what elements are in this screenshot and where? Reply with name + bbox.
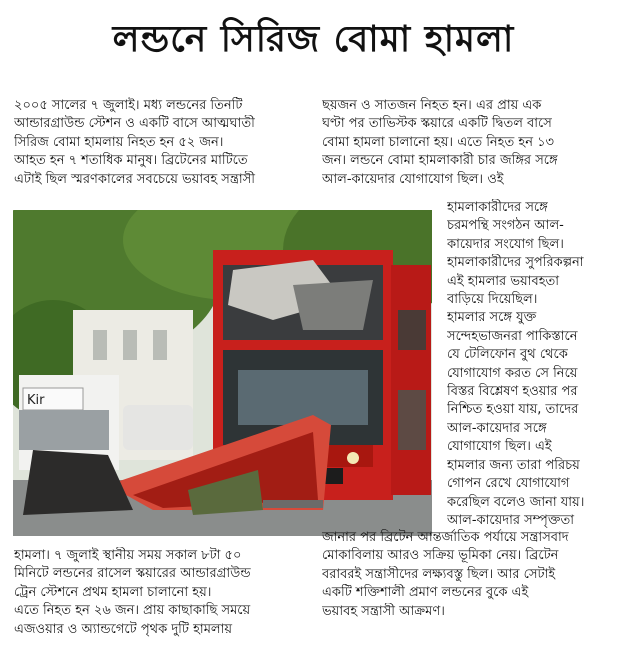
article-column-left-bottom [14,547,310,639]
text-line: নিশ্চিত হওয়া যায়, তাদের [447,402,579,418]
text-line: বোমা হামলা চালানো হয়। এতে নিহত হন ১৩ [322,134,555,150]
page-title: লন্ডনে সিরিজ বোমা হামলা [112,19,515,60]
text-line: এতে নিহত হন ২৬ জন। প্রায় কাছাকাছি সময়ে [14,603,251,619]
text-line: আল-কায়েদার সম্পৃক্ততা [447,512,574,528]
text-line: যোগাযোগ ছিল। এই [447,439,552,455]
text-line: আন্ডারগ্রাউন্ড স্টেশন ও একটি বাসে আত্মঘাতী [14,116,255,132]
text-line: এটাই ছিল স্মরণকালের সবচেয়ে ভয়াবহ সন্ত্রাসী [14,171,255,187]
text-line: আল-কায়েদার যোগাযোগ ছিল। ওই [322,171,504,187]
article-column-wrap [447,199,623,530]
text-line: বিস্তর বিশ্লেষণ হওয়ার পর [447,384,578,400]
text-line: জন। লন্ডনে বোমা হামলাকারী চার জঙ্গির সঙ্গে [322,153,558,169]
text-line: জানার পর ব্রিটেন আন্তর্জাতিক পর্যায়ে সন্ত্রাসবাদ [322,530,569,545]
text-line: একটি শক্তিশালী প্রমাণ লন্ডনের বুকে এই [322,585,529,601]
text-line: করেছিল বলেও জানা যায়। [447,494,585,510]
text-line: এজওয়ার ও অ্যান্ডগেটে পৃথক দুটি হামলায় [14,621,233,637]
text-line: যে টেলিফোন বুথ থেকে [447,347,568,363]
text-line: ট্রেন স্টেশনে প্রথম হামলা চালানো হয়। [14,584,212,600]
photo-illustration [13,210,432,536]
text-line: কায়েদার সংযোগ ছিল। [447,236,564,252]
text-line: বাড়িয়ে দিয়েছিল। [447,292,538,308]
text-line: ২০০৫ সালের ৭ জুলাই। মধ্য লন্ডনের তিনটি [14,98,243,113]
text-line: গোপন রেখে যোগাযোগ [447,476,570,492]
text-line: মোকাবিলায় আরও সক্রিয় ভূমিকা নেয়। ব্রিটেন [322,548,559,564]
text-line: বরাবরই সন্ত্রাসীদের লক্ষ্যবস্তু ছিল। আর সেটাই [322,566,556,582]
article-column-right-top [322,97,618,189]
text-line: হামলার জন্য তারা পরিচয় [447,457,580,473]
text-line: এই হামলার ভয়াবহতা [447,273,560,289]
van-sign: Kir [27,393,45,408]
text-line: ঘণ্টা পর তাভিস্টক স্কয়ারে একটি দ্বিতল বাসে [322,116,552,132]
text-line: ভয়াবহ সন্ত্রাসী আক্রমণ। [322,603,445,619]
bus-bombing-photo [13,210,432,536]
text-line: আল-কায়েদার সঙ্গে [447,420,547,436]
text-line: হামলাকারীদের সুপরিকল্পনা [447,255,584,271]
text-line: হামলা। ৭ জুলাই স্থানীয় সময় সকাল ৮টা ৫০ [14,548,242,563]
text-line: ছয়জন ও সাতজন নিহত হন। এর প্রায় এক [322,98,542,113]
text-line: আহত হন ৭ শতাধিক মানুষ। ব্রিটেনের মাটিতে [14,153,248,169]
article-column-right-bottom [322,529,622,621]
article-column-left-top [14,97,310,189]
text-line: যোগাযোগ করত সে নিয়ে [447,365,578,381]
text-line: মিনিটে লন্ডনের রাসেল স্কয়ারের আন্ডারগ্রাউন্ড [14,566,251,582]
text-line: হামলাকারীদের সঙ্গে [447,200,548,215]
text-line: চরমপন্থি সংগঠন আল- [447,218,564,234]
text-line: সিরিজ বোমা হামলায় নিহত হন ৫২ জন। [14,134,224,150]
text-line: সন্দেহভাজনরা পাকিস্তানে [447,328,578,344]
text-line: হামলার সঙ্গে যুক্ত [447,310,537,326]
